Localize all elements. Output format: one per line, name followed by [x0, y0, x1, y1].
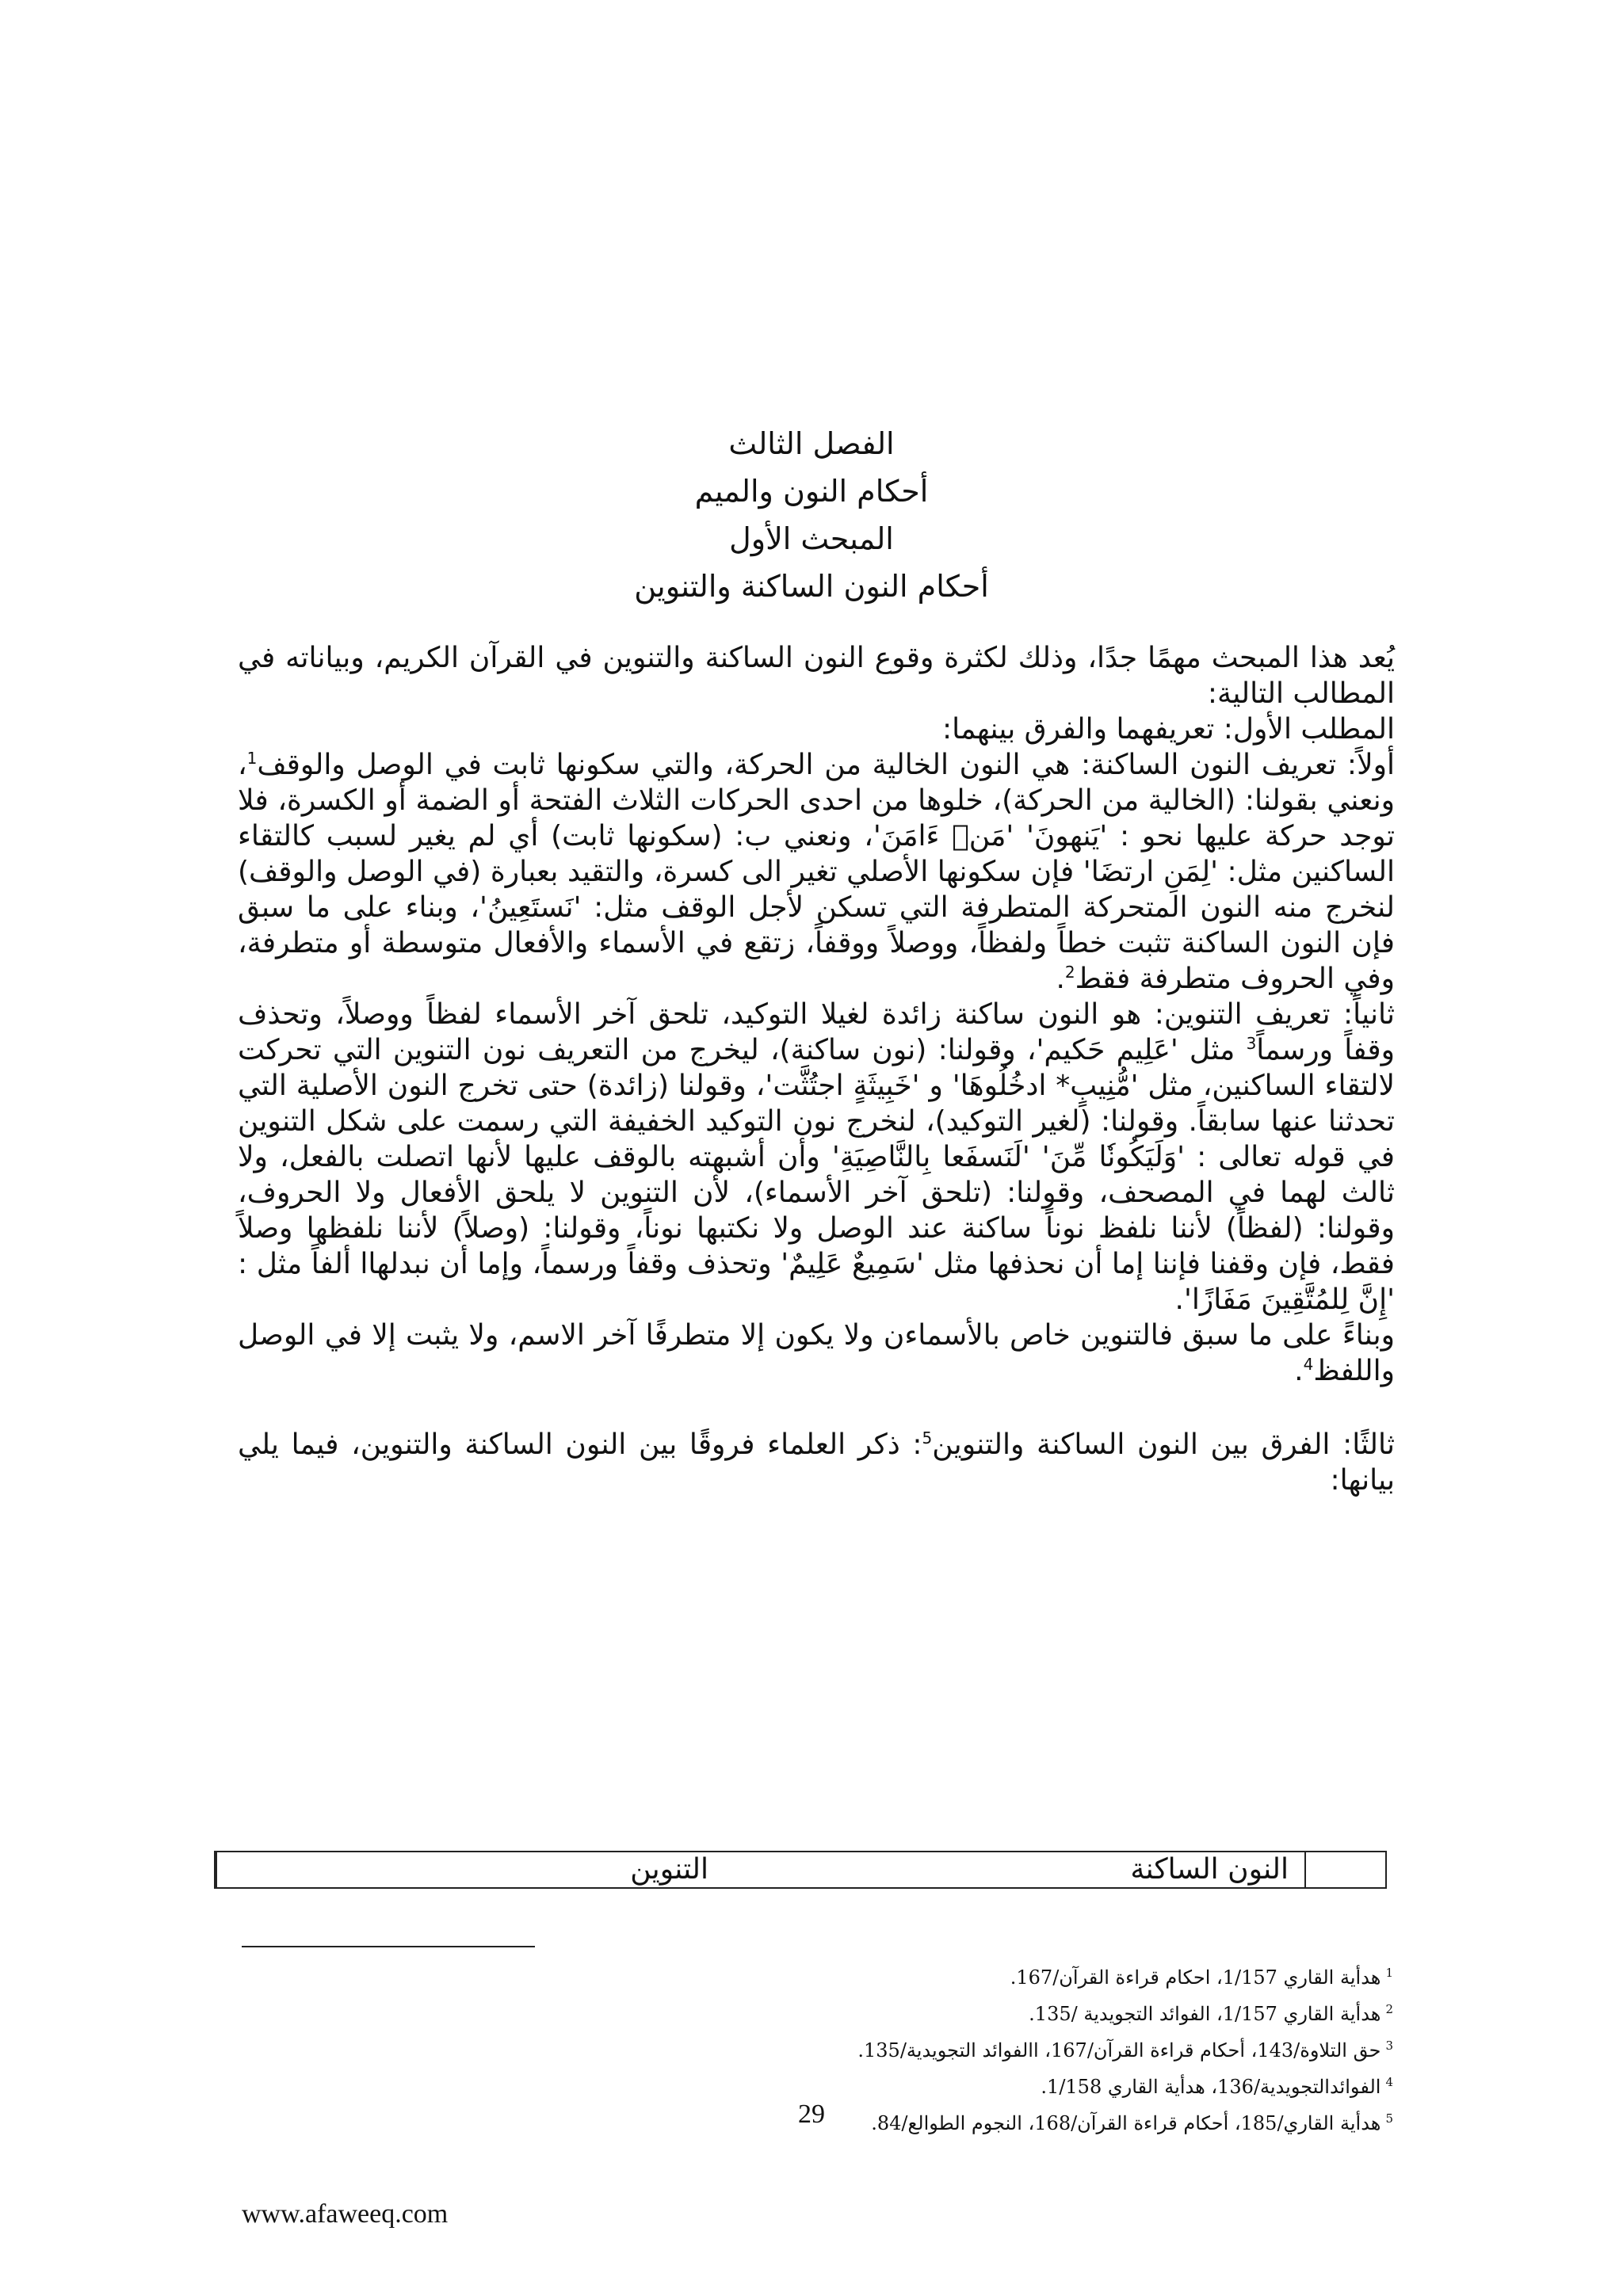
chapter-heading: الفصل الثالث — [728, 426, 895, 461]
footnote-ref-1: 1 — [246, 749, 258, 768]
intro-paragraph: يُعد هذا المبحث مهمًا جدًا، وذلك لكثرة وقوع النون الساكنة والتنوين في القرآن الكريم، وبياناته في المطالب التالية: — [238, 642, 1395, 710]
section-title: أحكام النون الساكنة والتنوين — [634, 569, 989, 604]
first-definition-paragraph: أولاً: تعريف النون الساكنة: هي النون الخالية من الحركة، والتي سكونها ثابت في الوصل والوقف$^1$، ونعني بقولنا: (الخالية من الحركة)، خلوها من احدى الحركات الثلاث الفتحة أو الضمة أو الكسرة، فلا توجد حركة عليها نحو : 'يَنهونَ' 'مَنۡ ءَامَنَ'، ونعني ب: (سكونها ثابت) أي لم يغير لسبب كالتقاء الساكنين مثل: 'لِمَنِ ارتضَا' فإن سكونها الأصلي تغير الى كسرة، والتقيد بعبارة (في الوصل والوقف) لنخرج منه النون المتحركة المتطرفة التي تسكن لأجل الوقف مثل: 'نَستَعِينُ'، وبناء على ما سبق فإن النون الساكنة تثبت خطاً ولفظاً، ووصلاً ووقفاً، زتقع في الأسماء والأفعال متوسطة أو متطرفة، وفي الحروف متطرفة فقط$^2$. — [238, 749, 1395, 995]
first-definition-text-b: ، ونعني بقولنا: (الخالية من الحركة)، خلوها من احدى الحركات الثلاث الفتحة أو الضمة أو الكسرة، فلا توجد حركة عليها نحو : 'يَنهونَ' 'مَنۡ ءَامَنَ'، ونعني ب: (سكونها ثابت) أي لم يغير لسبب كالتقاء الساكنين مثل: 'لِمَنِ ارتضَا' فإن سكونها الأصلي تغير الى كسرة، والتقيد بعبارة (في الوصل والوقف) لنخرج منه النون المتحركة المتطرفة التي تسكن لأجل الوقف مثل: 'نَستَعِينُ'، وبناء على ما سبق فإن النون الساكنة تثبت خطاً ولفظاً، ووصلاً ووقفاً، زتقع في الأسماء والأفعال متوسطة أو متطرفة، وفي الحروف متطرفة فقط — [238, 749, 1395, 995]
first-definition-text-a: هي النون الخالية من الحركة، والتي سكونها ثابت في الوصل والوقف — [257, 749, 1071, 781]
page-number: 29 — [798, 2100, 825, 2129]
conclusion-text: وبناءً على ما سبق فالتنوين خاص بالأسماءن ولا يكون إلا متطرفًا آخر الاسم، ولا يثبت إلا في الوصل واللفظ — [238, 1319, 1395, 1387]
second-definition-label: ثانياً: تعريف التنوين: — [1154, 998, 1395, 1031]
footnote-ref-4: 4 — [1303, 1355, 1314, 1374]
third-section-paragraph — [238, 1427, 1395, 1498]
subtitle-paragraph: المطلب الأول: تعريفهما والفرق بينهما: — [941, 713, 1395, 746]
section-heading: المبحث الأول — [729, 521, 894, 556]
website-url: www.afaweeq.com — [242, 2199, 449, 2229]
table-empty-cell — [1304, 1852, 1385, 1887]
third-section-label: ثالثًا: الفرق بين النون الساكنة والتنوين — [932, 1428, 1395, 1461]
footnote-item: $^5$هدأية القاري/185، أحكام قراءة القرآن/168، النجوم الطوالع/84. — [871, 2111, 1393, 2134]
table-header-tanween: التنوين — [216, 1852, 724, 1887]
footnote-item: $^4$الفوائدالتجويدية/136، هدأية القاري 1/158. — [1041, 2075, 1393, 2098]
third-section-text: : ذكر العلماء فروقًا بين النون الساكنة والتنوين، فيما يلي بيانها: — [238, 1428, 1395, 1497]
footnote-ref-5: 5 — [922, 1428, 933, 1447]
chapter-title: أحكام النون والميم — [694, 474, 929, 509]
conclusion-paragraph: وبناءً على ما سبق فالتنوين خاص بالأسماءن ولا يكون إلا متطرفًا آخر الاسم، ولا يثبت إلا في الوصل واللفظ$^4$. — [238, 1319, 1395, 1387]
heading-block — [0, 420, 1623, 610]
footnote-ref-2: 2 — [1064, 963, 1075, 982]
footnote-divider — [242, 1946, 535, 1947]
footnote-item: $^3$حق التلاوة/143، أحكام قراءة القرآن/167، االفوائد التجويدية/135. — [857, 2039, 1393, 2061]
second-definition-text-b: مثل 'عَلِيم حَكيم'، وقولنا: (نون ساكنة)، ليخرج من التعريف نون التنوين التي تحركت لالتقاء الساكنين، مثل 'مُّنِيبٍ* ادخُلُوهَا' و 'خَبِيثَةٍ اجتُثَّت'، وقولنا (زائدة) حتى تخرج النون الأصلية التي تحدثنا عنها سابقاً. وقولنا: (لغير التوكيد)، لنخرج نون التوكيد الخفيفة التي رسمت على شكل التنوين في قوله تعالى : 'وَلَيَكُونٗا مِّنَ' 'لَنَسفَعا بِالنَّاصِيَةِ' وأن أشبهته بالوقف عليها لأنها اتصلت بالفعل، ولا ثالث لهما في المصحف، وقولنا: (تلحق آخر الأسماء)، لأن التنوين لا يلحق الأفعال ولا الحروف، وقولنا: (لفظاً) لأننا نلفظ نوناً ساكنة عند الوصل ولا نكتبها نوناً، وقولنا: (وصلاً) لأننا نلفظها وصلاً فقط، فإن وقفنا فإننا إما أن نحذفها مثل 'سَمِيعٌ عَلِيمٌ' وتحذف وقفاً ورسماً، وإما أن نبدلهاا ألفاً مثل : 'إِنَّ لِلمُتَّقِينَ مَفَازًا'. — [238, 1034, 1395, 1316]
second-definition-paragraph — [238, 997, 1395, 1318]
footnote-item: $^1$هدأية القاري 1/157، احكام قراءة القرآن/167. — [1010, 1966, 1393, 1989]
first-definition-label: أولاً: تعريف النون الساكنة: — [1080, 749, 1395, 781]
footnote-ref-3: 3 — [1246, 1034, 1257, 1053]
table-header-sakin-noon: النون الساكنة — [1130, 1853, 1289, 1886]
comparison-table — [214, 1851, 1387, 1889]
body-text — [238, 640, 1395, 1498]
footnote-item: $^2$هدأية القاري 1/157، الفوائد التجويدية /135. — [1029, 2002, 1393, 2025]
second-definition-text-a: هو النون ساكنة زائدة لغيلا التوكيد، تلحق آخر الأسماء لفظاً ووصلاً، وتحذف وقفاً ورسماً — [238, 998, 1396, 1066]
